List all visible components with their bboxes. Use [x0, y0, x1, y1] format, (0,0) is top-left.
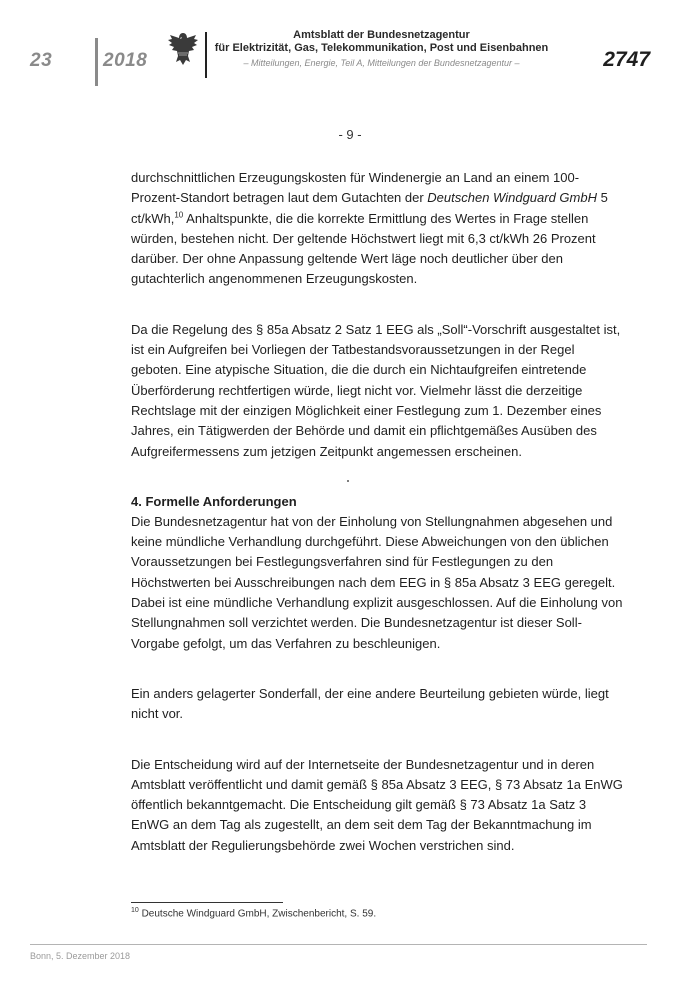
paragraph-4: Ein anders gelagerter Sonderfall, der eine andere Beurteilung gebieten würde, liegt nicht vor. — [131, 685, 609, 722]
paragraph-5: Die Entscheidung wird auf der Internetseite der Bundesnetzagentur und in deren Amtsblatt veröffentlicht und damit gemäß § 85a Absatz 3 EEG, § 73 Absatz 1a EnWG öffentlich bekanntgemacht. Die Entscheidung gilt gemäß § 73 Absatz 1a Satz 3 EnWG an dem Tag als zugestellt, an dem seit dem Tag der Bekanntmachung im Amtsblatt der Regulierungsbehörde zwei Wochen verstrichen sind. — [131, 756, 623, 853]
footnote-number: 10 — [131, 907, 139, 914]
footer-date: Bonn, 5. Dezember 2018 — [30, 951, 131, 961]
paragraph-1-italic: Deutschen Windguard GmbH — [427, 190, 597, 206]
federal-eagle-icon — [166, 30, 200, 68]
header-divider — [95, 38, 98, 86]
paragraph-1-text-b: 5 ct/kWh, — [131, 190, 608, 226]
footnote — [131, 907, 376, 919]
gazette-title-line1: Amtsblatt der Bundesnetzagentur — [293, 29, 470, 41]
paragraph-3: Die Bundesnetzagentur hat von der Einholung von Stellungnahmen abgesehen und keine mündliche Verhandlung durchgeführt. Diese Abweichungen von den üblichen Voraussetzungen bei Festlegungsverfahren sind für Festlegungen zu den Höchstwerten bei Ausschreibungen nach dem EEG in § 85a Absatz 3 EEG geregelt. Dabei ist eine mündliche Verhandlung explizit ausgeschlossen. Auf die Einholung von Stellungnahmen soll verzichtet werden. Die Bundesnetzagentur ist dieser Soll-Vorgabe gefolgt, um das Verfahren zu beschleunigen. — [131, 513, 623, 651]
gazette-title-line2: für Elektrizität, Gas, Telekommunikation, Post und Eisenbahnen — [214, 42, 549, 54]
header-rule — [205, 32, 207, 78]
gazette-title — [214, 29, 549, 55]
scan-speck — [347, 480, 349, 482]
issue-number: 23 — [30, 50, 53, 71]
paragraph-2: Da die Regelung des § 85a Absatz 2 Satz 1 EEG als „Soll“-Vorschrift ausgestaltet ist, ist ein Aufgreifen bei Vorliegen der Tatbestandsvoraussetzungen in der Regel geboten. Eine atypische Situation, die die durch ein Nichtaufgreifen eintretende Überförderung rechtfertigen würde, liegt nicht vor. Vielmehr lässt die derzeitige Rechtslage mit der einzigen Möglichkeit einer Festlegung zum 1. Dezember eines Jahres, ein Tätigwerden der Behörde und damit ein pflichtgemäßes Ausüben des Aufgreifermessens zum jetzigen Zeitpunkt angemessen erscheinen. — [131, 321, 621, 459]
gazette-page-number: 2747 — [603, 48, 650, 71]
paragraph-1 — [131, 168, 627, 290]
paragraph-1-text-c: Anhaltspunkte, die die korrekte Ermittlung des Wertes in Frage stellen würden, bestehen nicht. Der geltende Höchstwert liegt mit 6,3 ct/kWh 26 Prozent darüber. Der ohne Anpassung geltende Wert läge noch deutlicher über den gutachterlich angenommenen Erzeugungskosten. — [131, 210, 596, 287]
document-body — [131, 168, 627, 856]
footnote-reference: 10 — [174, 210, 184, 220]
paragraph-1-text-a: durchschnittlichen Erzeugungskosten für Windenergie an Land an einem 100-Prozent-Standort betragen laut dem Gutachten der — [131, 170, 580, 206]
footer-rule — [30, 944, 647, 945]
section-heading: 4. Formelle Anforderungen — [131, 493, 297, 509]
footnote-text: Deutsche Windguard GmbH, Zwischenbericht, S. 59. — [138, 908, 377, 920]
document-page-marker: - 9 - — [338, 127, 362, 142]
issue-year: 2018 — [103, 50, 148, 71]
footnote-rule — [131, 902, 283, 903]
gazette-subtitle: – Mitteilungen, Energie, Teil A, Mitteilungen der Bundesnetzagentur – — [243, 58, 520, 68]
